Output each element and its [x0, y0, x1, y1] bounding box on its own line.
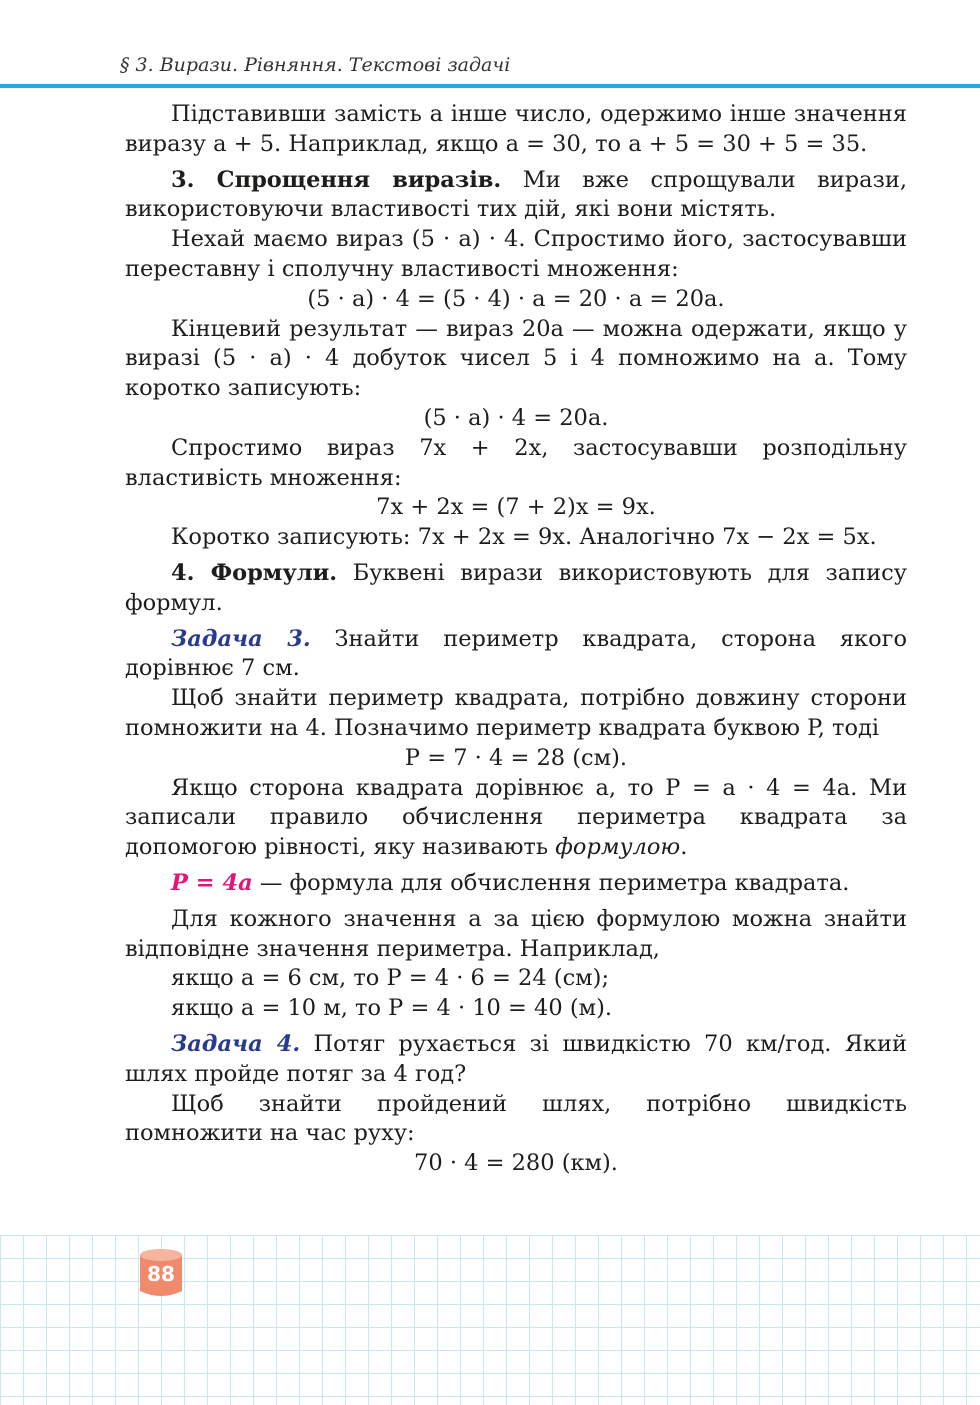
formula-line: P = 7 · 4 = 28 (см).: [404, 744, 628, 771]
paragraph: Спростимо вираз 7x + 2x, застосувавши розподільну властивість множення:: [125, 434, 907, 491]
paragraph-text: Якщо сторона квадрата дорівнює a, то P = a · 4 = 4a. Ми записали правило обчислення периметра квадрата за допомогою рівності, яку називають: [125, 774, 907, 861]
paragraph: Щоб знайти периметр квадрата, потрібно довжину сторони помножити на 4. Позначимо периметр квадрата буквою P, тоді: [125, 685, 907, 741]
task-text: Знайти периметр квадрата, сторона якого дорівнює 7 см.: [125, 625, 908, 682]
paragraph: Підставивши замість a інше число, одержимо інше значення виразу a + 5. Наприклад, якщо a = 30, то a + 5 = 30 + 5 = 35.: [125, 101, 907, 157]
formula-line: 70 · 4 = 280 (км).: [414, 1150, 618, 1177]
formula-line: 7x + 2x = (7 + 2)x = 9x.: [376, 494, 656, 521]
chapter-title: § 3. Вирази. Рівняння. Текстові задачі: [120, 54, 511, 76]
formula-highlight: P = 4a: [171, 869, 253, 896]
paragraph: Кінцевий результат — вираз 20a — можна одержати, якщо у виразі (5 · a) · 4 добуток чисел 5 і 4 помножимо на a. Тому коротко записують:: [125, 315, 907, 402]
example-line: якщо a = 10 м, то P = 4 · 10 = 40 (м).: [171, 995, 613, 1022]
paragraph: Щоб знайти пройдений шлях, потрібно швидкість помножити на час руху:: [125, 1090, 907, 1147]
paragraph: Для кожного значення a за цією формулою можна знайти відповідне значення периметра. Наприклад,: [125, 905, 907, 962]
paragraph: Коротко записують: 7x + 2x = 9x. Аналогічно 7x − 2x = 5x.: [171, 524, 877, 551]
paragraph: [125, 774, 907, 863]
task-4: [125, 1030, 907, 1090]
section-heading: 4. Формули.: [171, 559, 338, 586]
page-body: [125, 100, 907, 1179]
example-line: якщо a = 6 см, то P = 4 · 6 = 24 (см);: [171, 965, 610, 992]
paragraph: Нехай маємо вираз (5 · a) · 4. Спростимо його, застосувавши переставну і сполучну властивості множення:: [125, 226, 907, 282]
section-4: [125, 559, 907, 619]
term-formula: формулою: [555, 834, 681, 861]
header-rule: [0, 84, 980, 88]
formula-line: (5 · a) · 4 = 20a.: [423, 404, 609, 431]
task-3: [125, 625, 907, 685]
paragraph-end: .: [680, 834, 688, 861]
section-text: Ми вже спрощували вирази, використовуючи властивості тих дій, які вони містять.: [125, 166, 907, 223]
formula-line: (5 · a) · 4 = (5 · 4) · a = 20 · a = 20a.: [307, 285, 725, 312]
section-text: Буквені вирази використовують для запису формул.: [125, 559, 907, 616]
task-label: Задача 3.: [171, 625, 311, 652]
page-number: 88: [147, 1262, 175, 1286]
section-3: [125, 166, 907, 226]
formula-definition: [125, 869, 907, 899]
page-header: [0, 0, 980, 90]
section-heading: 3. Спрощення виразів.: [171, 166, 502, 193]
formula-description: — формула для обчислення периметра квадрата.: [252, 869, 850, 896]
task-text: Потяг рухається зі швидкістю 70 км/год. Який шлях пройде потяг за 4 год?: [125, 1030, 907, 1087]
task-label: Задача 4.: [171, 1030, 301, 1057]
